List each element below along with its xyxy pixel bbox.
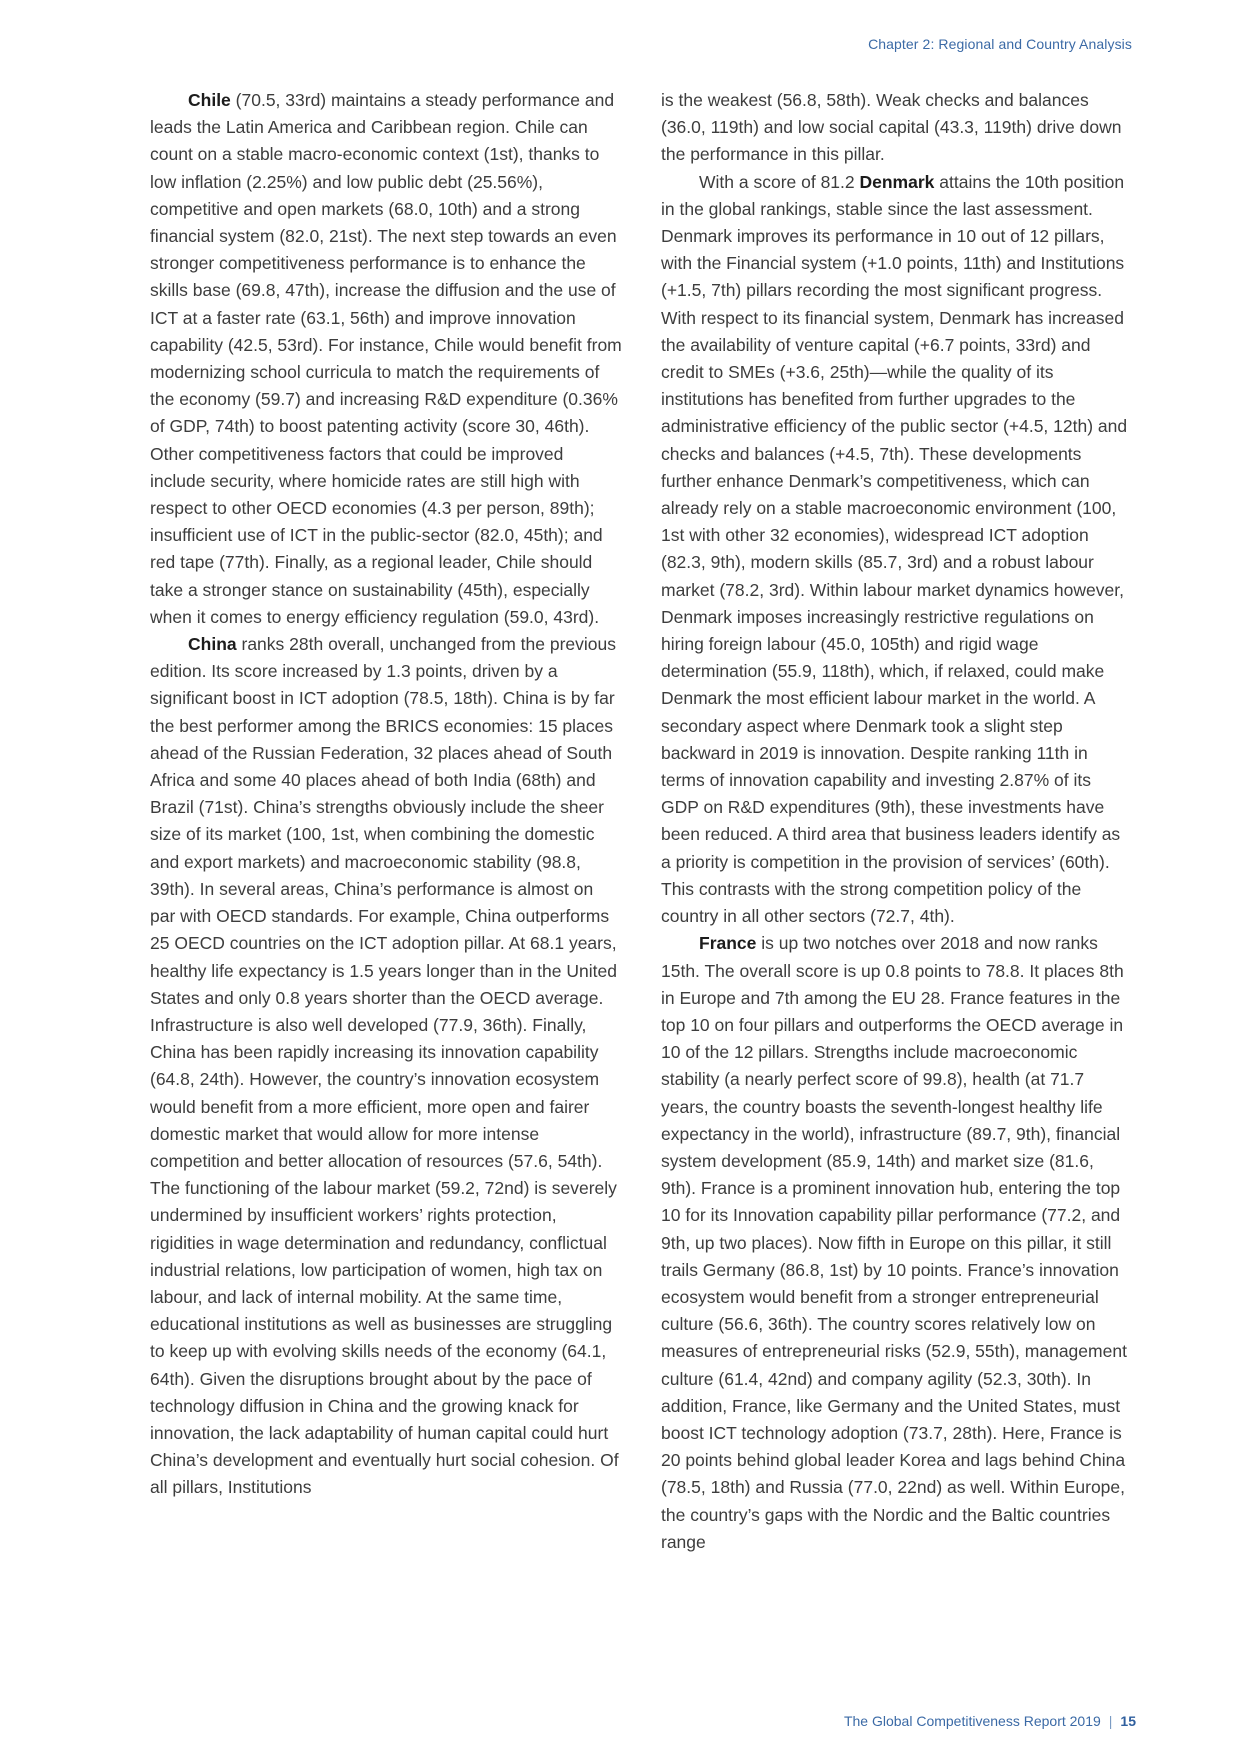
country-name-france: France	[699, 933, 757, 954]
report-title: The Global Competitiveness Report 2019	[843, 1713, 1101, 1729]
paragraph-chile	[150, 87, 622, 631]
left-column	[150, 87, 622, 1502]
chapter-header: Chapter 2: Regional and Country Analysis	[868, 36, 1132, 52]
paragraph-chile-text: (70.5, 33rd) maintains a steady performance and leads the Latin America and Caribbean region. Chile can count on a stable macro-economic context (1st), thanks to low inflation (2.25%) and low public debt (25.56%), competitive and open markets (68.0, 10th) and a strong financial system (82.0, 21st). The next step towards an even stronger competitiveness performance is to enhance the skills base (69.8, 47th), increase the diffusion and the use of ICT at a faster rate (63.1, 56th) and improve innovation capability (42.5, 53rd). For instance, Chile would benefit from modernizing school curricula to match the requirements of the economy (59.7) and increasing R&D expenditure (0.36% of GDP, 74th) to boost patenting activity (score 30, 46th). Other competitiveness factors that could be improved include security, where homicide rates are still high with respect to other OECD economies (4.3 per person, 89th); insufficient use of ICT in the public-sector (82.0, 45th); and red tape (77th). Finally, as a regional leader, Chile should take a stronger stance on sustainability (45th), especially when it comes to energy efficiency regulation (59.0, 43rd).	[150, 90, 622, 627]
paragraph-china-continued: is the weakest (56.8, 58th). Weak checks and balances (36.0, 119th) and low social capital (43.3, 119th) drive down the performance in this pillar.	[661, 90, 1122, 165]
footer-separator: |	[1108, 1713, 1113, 1729]
paragraph-china	[150, 631, 622, 1502]
country-name-denmark: Denmark	[859, 171, 935, 192]
paragraph-france	[661, 930, 1133, 1556]
paragraph-france-text: is up two notches over 2018 and now ranks 15th. The overall score is up 0.8 points to 78.8. It places 8th in Europe and 7th among the EU 28. France features in the top 10 on four pillars and outperforms the OECD average in 10 of the 12 pillars. Strengths include macroeconomic stability (a nearly perfect score of 99.8), health (at 71.7 years, the country boasts the seventh-longest healthy life expectancy in the world), infrastructure (89.7, 9th), financial system development (85.9, 14th) and market size (81.6, 9th). France is a prominent innovation hub, entering the top 10 for its Innovation capability pillar performance (77.2, and 9th, up two places). Now fifth in Europe on this pillar, it still trails Germany (86.8, 1st) by 10 points. France’s innovation ecosystem would benefit from a stronger entrepreneurial culture (56.6, 36th). The country scores relatively low on measures of entrepreneurial risks (52.9, 55th), management culture (61.4, 42nd) and company agility (52.3, 30th). In addition, France, like Germany and the United States, must boost ICT technology adoption (73.7, 28th). Here, France is 20 points behind global leader Korea and lags behind China (78.5, 18th) and Russia (77.0, 22nd) as well. Within Europe, the country’s gaps with the Nordic and the Baltic countries range	[661, 933, 1127, 1552]
paragraph-china-text: ranks 28th overall, unchanged from the previous edition. Its score increased by 1.3 points, driven by a significant boost in ICT adoption (78.5, 18th). China is by far the best performer among the BRICS economies: 15 places ahead of the Russian Federation, 32 places ahead of South Africa and some 40 places ahead of both India (68th) and Brazil (71st). China’s strengths obviously include the sheer size of its market (100, 1st, when combining the domestic and export markets) and macroeconomic stability (98.8, 39th). In several areas, China’s performance is almost on par with OECD standards. For example, China outperforms 25 OECD countries on the ICT adoption pillar. At 68.1 years, healthy life expectancy is 1.5 years longer than in the United States and only 0.8 years shorter than the OECD average. Infrastructure is also well developed (77.9, 36th). Finally, China has been rapidly increasing its innovation capability (64.8, 24th). However, the country’s innovation ecosystem would benefit from a more efficient, more open and fairer domestic market that would allow for more intense competition and better allocation of resources (57.6, 54th). The functioning of the labour market (59.2, 72nd) is severely undermined by insufficient workers’ rights protection, rigidities in wage determination and redundancy, conflictual industrial relations, low participation of women, high tax on labour, and lack of internal mobility. At the same time, educational institutions as well as businesses are struggling to keep up with evolving skills needs of the economy (64.1, 64th). Given the disruptions brought about by the pace of technology diffusion in China and the growing knack for innovation, the lack adaptability of human capital could hurt China’s development and eventually hurt social cohesion. Of all pillars, Institutions	[150, 634, 619, 1498]
right-column	[661, 87, 1133, 1556]
page-number: 15	[1120, 1713, 1136, 1729]
country-name-china: China	[188, 634, 237, 655]
page-footer	[844, 1713, 1136, 1729]
paragraph-denmark	[661, 169, 1133, 931]
paragraph-denmark-text: attains the 10th position in the global rankings, stable since the last assessment. Denmark improves its performance in 10 out of 12 pillars, with the Financial system (+1.0 points, 11th) and Institutions (+1.5, 7th) pillars recording the most significant progress. With respect to its financial system, Denmark has increased the availability of venture capital (+6.7 points, 33rd) and credit to SMEs (+3.6, 25th)—while the quality of its institutions has benefited from further upgrades to the administrative efficiency of the public sector (+4.5, 12th) and checks and balances (+4.5, 7th). These developments further enhance Denmark’s competitiveness, which can already rely on a stable macroeconomic environment (100, 1st with other 32 economies), widespread ICT adoption (82.3, 9th), modern skills (85.7, 3rd) and a robust labour market (78.2, 3rd). Within labour market dynamics however, Denmark imposes increasingly restrictive regulations on hiring foreign labour (45.0, 105th) and rigid wage determination (55.9, 118th), which, if relaxed, could make Denmark the most efficient labour market in the world. A secondary aspect where Denmark took a slight step backward in 2019 is innovation. Despite ranking 11th in terms of innovation capability and investing 2.87% of its GDP on R&D expenditures (9th), these investments have been reduced. A third area that business leaders identify as a priority is competition in the provision of services’ (60th). This contrasts with the strong competition policy of the country in all other sectors (72.7, 4th).	[661, 171, 1128, 927]
country-name-chile: Chile	[188, 90, 231, 110]
paragraph-denmark-lead: With a score of 81.2	[699, 171, 860, 192]
